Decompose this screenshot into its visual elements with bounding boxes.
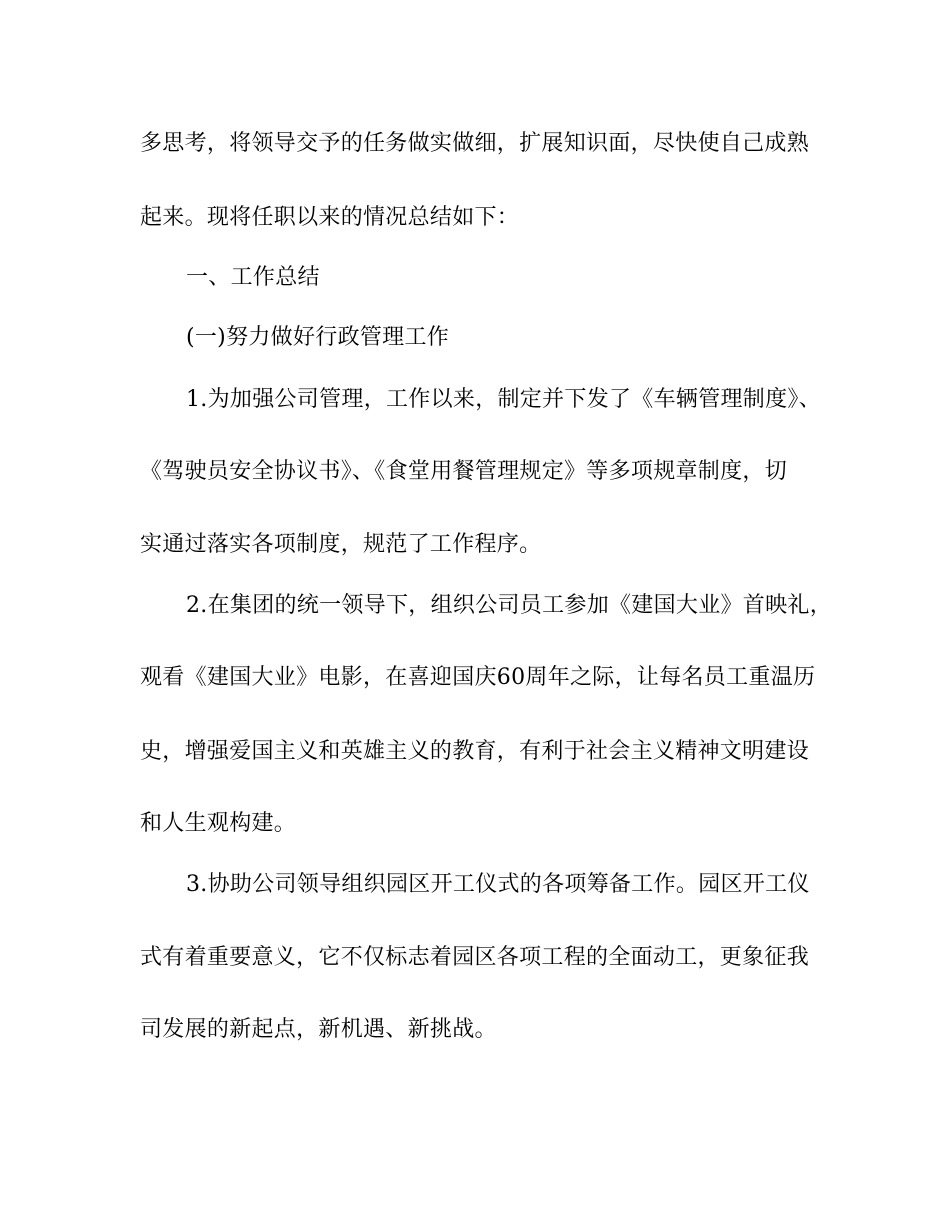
paragraph-line: 史，增强爱国主义和英雄主义的教育，有利于社会主义精神文明建设 bbox=[140, 739, 810, 764]
list-item: 2.在集团的统一领导下，组织公司员工参加《建国大业》首映礼， bbox=[186, 593, 832, 618]
list-item: 3.协助公司领导组织园区开工仪式的各项筹备工作。园区开工仪 bbox=[186, 872, 810, 897]
subsection-heading: (一)努力做好行政管理工作 bbox=[186, 325, 450, 350]
paragraph-line: 式有着重要意义，它不仅标志着园区各项工程的全面动工，更象征我 bbox=[140, 945, 810, 970]
paragraph-line: 和人生观构建。 bbox=[140, 811, 297, 836]
paragraph-line: 实通过落实各项制度，规范了工作程序。 bbox=[140, 532, 542, 557]
paragraph-line: 起来。现将任职以来的情况总结如下： bbox=[140, 205, 520, 230]
paragraph-line: 观看《建国大业》电影，在喜迎国庆60周年之际，让每名员工重温历 bbox=[140, 665, 816, 690]
list-item: 1.为加强公司管理，工作以来，制定并下发了《车辆管理制度》、 bbox=[186, 387, 821, 412]
section-heading: 一、工作总结 bbox=[186, 265, 320, 290]
paragraph-line: 多思考，将领导交予的任务做实做细，扩展知识面，尽快使自己成熟 bbox=[140, 131, 810, 156]
paragraph-line: 《驾驶员安全协议书》、《食堂用餐管理规定》等多项规章制度，切 bbox=[140, 459, 788, 484]
paragraph-line: 司发展的新起点，新机遇、新挑战。 bbox=[140, 1017, 497, 1042]
